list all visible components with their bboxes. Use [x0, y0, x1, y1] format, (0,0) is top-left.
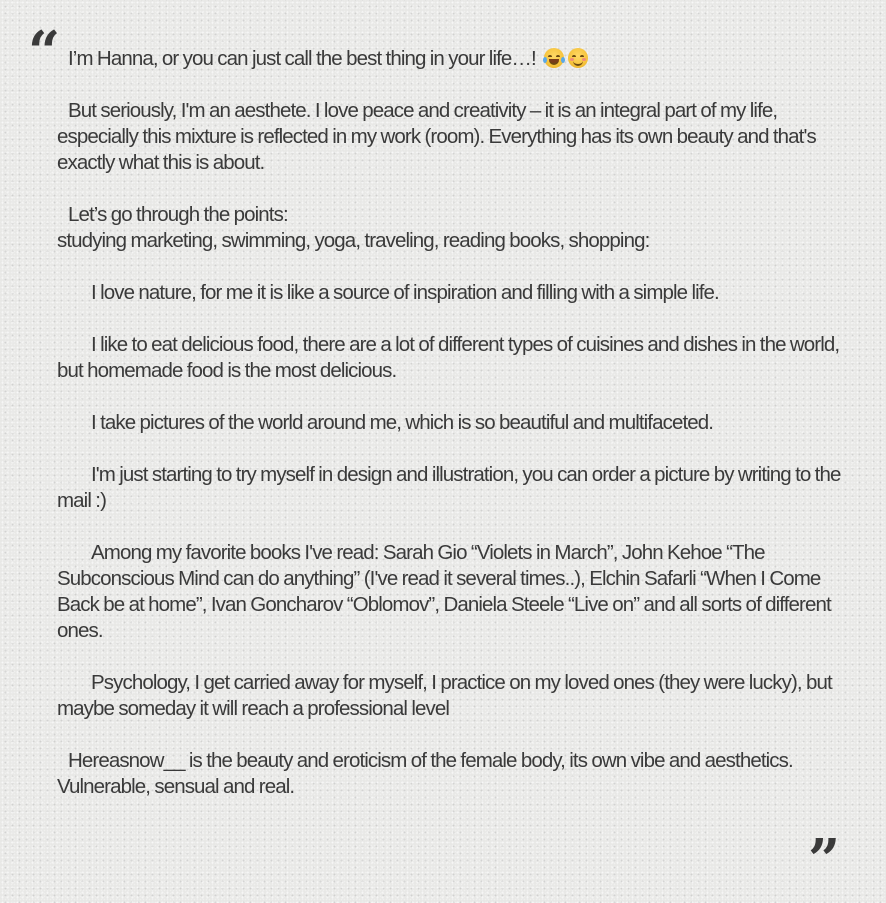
food-paragraph: I like to eat delicious food, there are a lot of different types of cuisines and dishes in the world, but homemade food is the most delicious.: [57, 333, 840, 382]
intro-text: I’m Hanna, or you can just call the best thing in your life…!: [68, 47, 536, 70]
quote-open-mark: “: [28, 19, 61, 85]
hereasnow-paragraph: Hereasnow__ is the beauty and eroticism of the female body, its own vibe and aesthetics. Vulnerable, sensual and real.: [57, 749, 793, 798]
aesthete-paragraph: But seriously, I'm an aesthete. I love peace and creativity – it is an integral part of my life, especially this mixture is reflected in my work (room). Everything has its own beauty and that's exactly what this is about.: [57, 99, 816, 174]
quote-close-mark: ”: [808, 827, 841, 893]
psychology-paragraph: Psychology, I get carried away for myself, I practice on my loved ones (they were lucky), but maybe someday it will reach a professional level: [57, 671, 832, 720]
smiling-face-icon: [568, 48, 588, 68]
nature-paragraph: I love nature, for me it is like a source of inspiration and filling with a simple life.: [91, 281, 719, 304]
design-paragraph: I'm just starting to try myself in design and illustration, you can order a picture by writing to the mail :): [57, 463, 841, 512]
face-with-tears-of-joy-icon: [544, 48, 564, 68]
about-text: [57, 46, 847, 800]
pictures-paragraph: I take pictures of the world around me, which is so beautiful and multifaceted.: [91, 411, 714, 434]
points-heading: Let’s go through the points:: [68, 203, 288, 226]
books-paragraph: Among my favorite books I've read: Sarah Gio “Violets in March”, John Kehoe “The Subconscious Mind can do anything” (I've read it several times..), Elchin Safarli “When I Come Back be at home”, Ivan Goncharov “Oblomov”, Daniela Steele “Live on” and all sorts of different ones.: [57, 541, 831, 642]
intro-paragraph: [57, 46, 847, 72]
points-list: studying marketing, swimming, yoga, traveling, reading books, shopping:: [57, 229, 650, 252]
